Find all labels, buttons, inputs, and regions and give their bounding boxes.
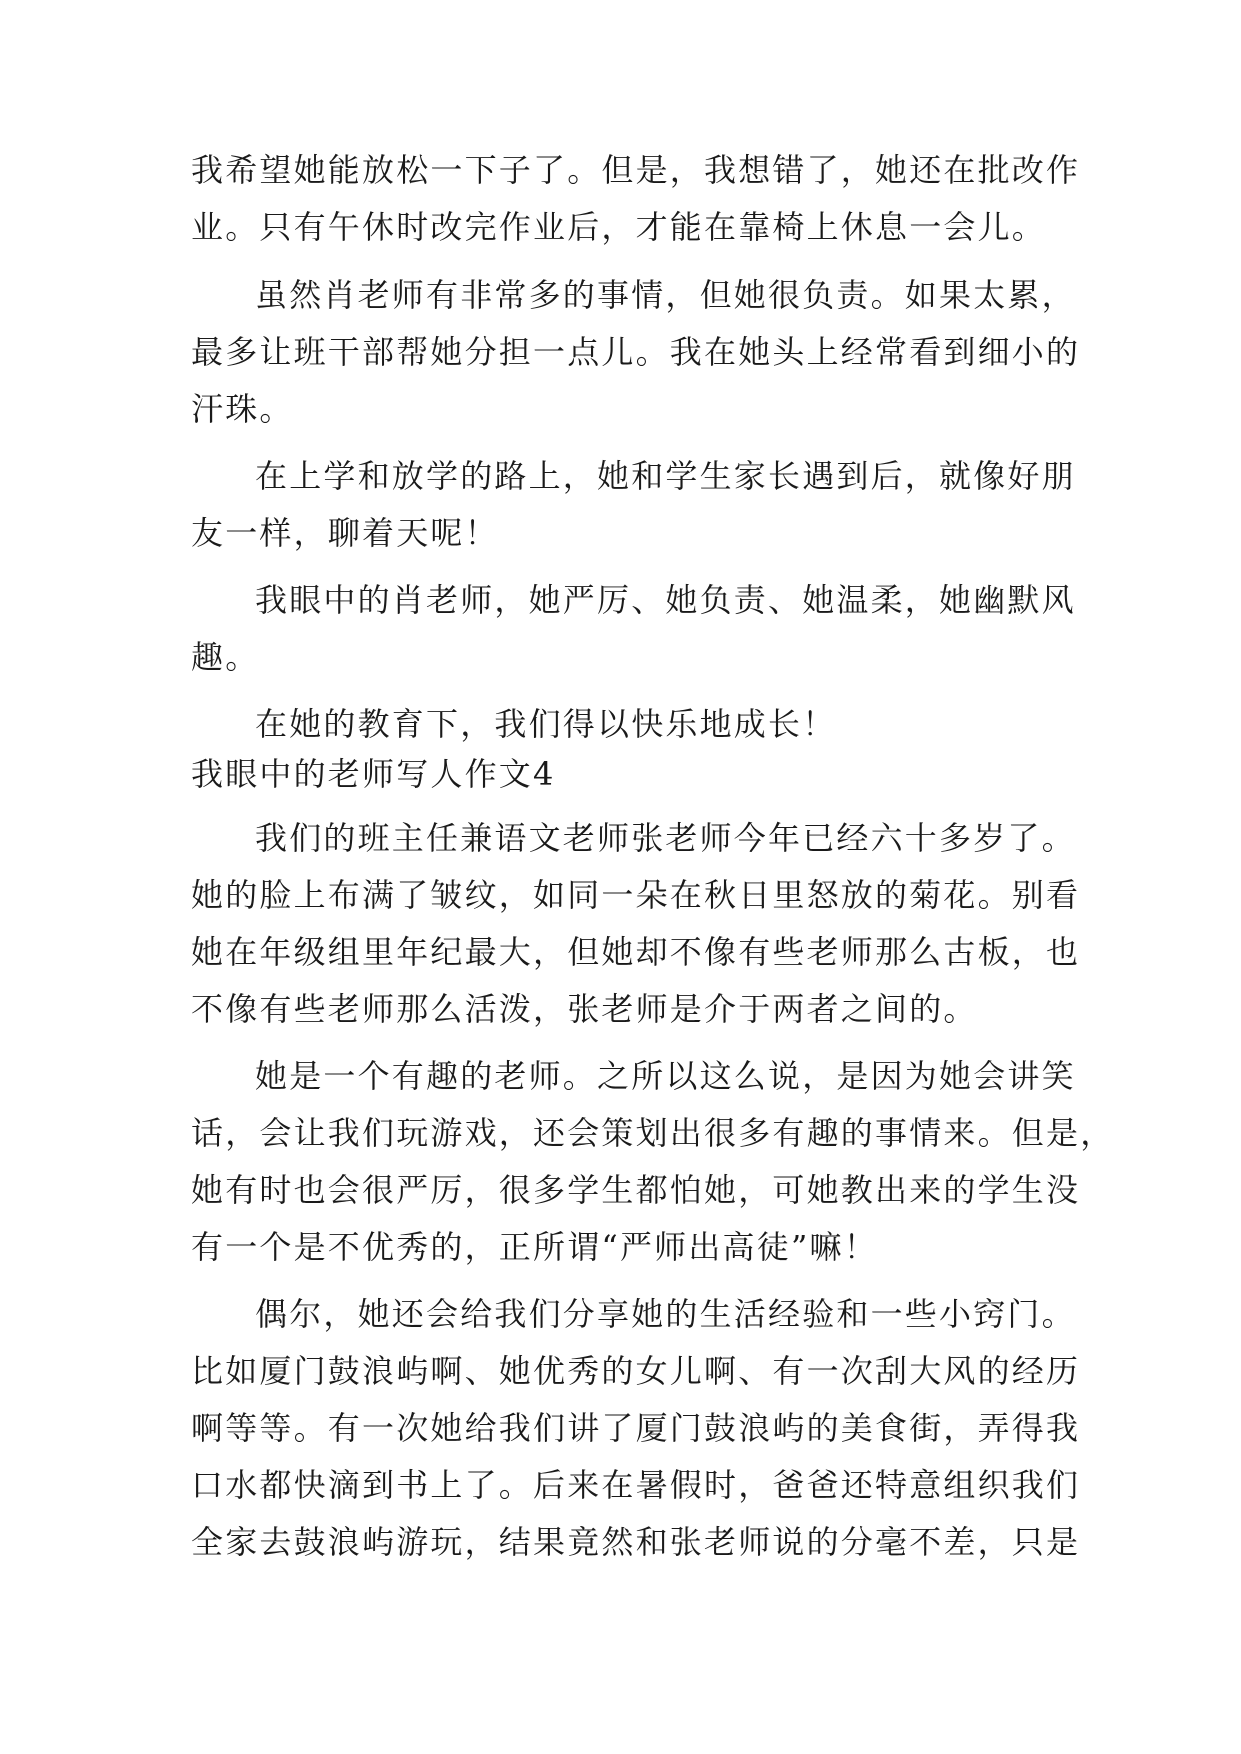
- text-line: 口水都快滴到书上了。后来在暑假时，爸爸还特意组织我们: [191, 1466, 1081, 1504]
- text-line: 有一个是不优秀的，正所谓“严师出高徒”嘛！: [191, 1228, 878, 1266]
- text-line: 业。只有午休时改完作业后，才能在靠椅上休息一会儿。: [191, 208, 1047, 246]
- text-line: 全家去鼓浪屿游玩，结果竟然和张老师说的分毫不差，只是: [191, 1523, 1081, 1561]
- text-line: 趣。: [191, 638, 260, 676]
- text-line: 最多让班干部帮她分担一点儿。我在她头上经常看到细小的: [191, 333, 1081, 371]
- paragraph-line: 我们的班主任兼语文老师张老师今年已经六十多岁了。: [255, 819, 1076, 857]
- text-line: 比如厦门鼓浪屿啊、她优秀的女儿啊、有一次刮大风的经历: [191, 1352, 1081, 1390]
- text-line: 话，会让我们玩游戏，还会策划出很多有趣的事情来。但是，: [191, 1114, 1115, 1152]
- paragraph-line: 她是一个有趣的老师。之所以这么说，是因为她会讲笑: [255, 1057, 1076, 1095]
- paragraph-line: 虽然肖老师有非常多的事情，但她很负责。如果太累，: [255, 276, 1076, 314]
- text-line: 我希望她能放松一下子了。但是，我想错了，她还在批改作: [191, 151, 1081, 189]
- paragraph-line: 在她的教育下，我们得以快乐地成长！: [255, 705, 837, 743]
- paragraph-line: 偶尔，她还会给我们分享她的生活经验和一些小窍门。: [255, 1295, 1076, 1333]
- text-line: 她的脸上布满了皱纹，如同一朵在秋日里怒放的菊花。别看: [191, 876, 1081, 914]
- text-line: 友一样，聊着天呢！: [191, 514, 499, 552]
- section-heading: 我眼中的老师写人作文4: [191, 755, 556, 793]
- text-line: 她在年级组里年纪最大，但她却不像有些老师那么古板，也: [191, 933, 1081, 971]
- paragraph-line: 在上学和放学的路上，她和学生家长遇到后，就像好朋: [255, 457, 1076, 495]
- text-line: 不像有些老师那么活泼，张老师是介于两者之间的。: [191, 990, 978, 1028]
- text-line: 她有时也会很严厉，很多学生都怕她，可她教出来的学生没: [191, 1171, 1081, 1209]
- paragraph-line: 我眼中的肖老师，她严厉、她负责、她温柔，她幽默风: [255, 581, 1076, 619]
- text-line: 啊等等。有一次她给我们讲了厦门鼓浪屿的美食街，弄得我: [191, 1409, 1081, 1447]
- text-line: 汗珠。: [191, 390, 294, 428]
